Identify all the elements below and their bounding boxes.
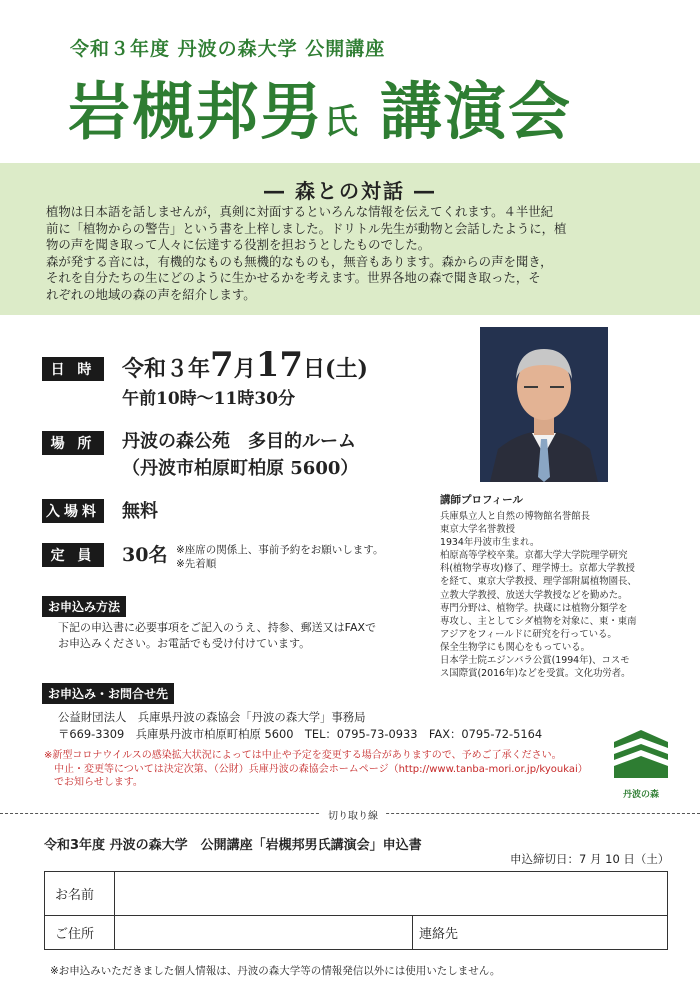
profile-title: 講師プロフィール bbox=[440, 494, 523, 506]
capacity-label: 定 員 bbox=[42, 543, 104, 567]
speaker-profile bbox=[440, 510, 668, 680]
profile-line: 保全生物学にも関心をもっている。 bbox=[440, 641, 591, 653]
apply-line: お申込みください。お電話でも受け付けています。 bbox=[58, 637, 311, 650]
venue-address: （丹波市柏原町柏原 5600） bbox=[122, 458, 359, 479]
cut-line-label: 切り取り線 bbox=[320, 807, 386, 822]
privacy-note: ※お申込みいただきました個人情報は、丹波の森大学等の情報発信以外には使用いたしません。 bbox=[50, 965, 501, 977]
profile-line: 科(植物学専攻)修了、理学博士。京都大学教授 bbox=[440, 563, 635, 575]
event-type: 講演会 bbox=[380, 75, 573, 148]
fee-label: 入場料 bbox=[42, 499, 104, 523]
apply-line: 下記の申込書に必要事項をご記入のうえ、持参、郵送又はFAXで bbox=[58, 621, 377, 634]
date-month: 7 bbox=[210, 345, 234, 385]
date-label: 日 時 bbox=[42, 357, 104, 381]
profile-line: 1934年丹波市生まれ。 bbox=[440, 537, 540, 549]
profile-line: 専門分野は、植物学。抉蔵には植物分類学を bbox=[440, 602, 628, 614]
apply-section bbox=[42, 596, 126, 617]
intro-line: れぞれの地域の森の声を紹介します。 bbox=[46, 286, 256, 302]
intro-line: 植物は日本語を話しませんが，真剣に対面するといろんな情報を伝えてくれます。４半世紀 bbox=[46, 204, 554, 219]
date-row bbox=[42, 357, 104, 381]
profile-line: ス国際賞(2016年)などを受賞。文化功労者。 bbox=[440, 668, 631, 680]
profile-line: アジアをフィールドに研究を行っている。 bbox=[440, 628, 617, 640]
intro-line: 物の声を聞き取って人々に伝達する役割を担おうとしたものでした。 bbox=[46, 237, 431, 253]
fee-value: 無料 bbox=[122, 501, 158, 522]
contact-info bbox=[58, 709, 542, 743]
date-day-unit: 日 bbox=[303, 356, 326, 382]
profile-line: 立教大学教授、放送大学教授などを勤めた。 bbox=[440, 589, 628, 601]
intro-line: それを自分たちの生にどのように生かせるかを考えます。世界各地の森で聞き取った，そ bbox=[46, 270, 541, 286]
event-subtitle: 令和３年度 丹波の森大学 公開講座 bbox=[70, 38, 386, 60]
talk-title: ― 森との対話 ― bbox=[264, 179, 436, 203]
covid-notice bbox=[44, 749, 588, 790]
form-row-name bbox=[45, 872, 668, 916]
form-title: 令和3年度 丹波の森大学 公開講座「岩槻邦男氏講演会」申込書 bbox=[44, 838, 422, 853]
intro-text bbox=[46, 204, 670, 304]
profile-line: 柏原高等学校卒業。京都大学大学院理学研究 bbox=[440, 550, 628, 562]
event-title bbox=[68, 62, 572, 151]
name-label: お名前 bbox=[45, 872, 115, 916]
name-field[interactable] bbox=[115, 872, 668, 916]
notice-line: でお知らせします。 bbox=[44, 777, 143, 788]
form-row-address bbox=[45, 916, 668, 950]
date-day: 17 bbox=[255, 345, 304, 385]
venue-row bbox=[42, 431, 104, 455]
capacity-row bbox=[42, 543, 104, 567]
tamba-forest-logo bbox=[612, 728, 670, 800]
profile-line: 専攻し、主としてシダ植物を対象に、東・東南 bbox=[440, 615, 637, 627]
fee-row bbox=[42, 499, 104, 523]
capacity-note-line: ※座席の関係上、事前予約をお願いします。 bbox=[176, 544, 384, 556]
speaker-honorific: 氏 bbox=[324, 102, 359, 142]
profile-line: 日本学士院エジンバラ公賞(1994年)、コスモ bbox=[440, 655, 630, 667]
venue-name: 丹波の森公苑 多目的ルーム bbox=[122, 431, 356, 452]
date-weekday: (土) bbox=[325, 356, 368, 382]
contact-address: 〒669-3309 兵庫県丹波市柏原町柏原 5600 TEL：0795-73-0933 FAX：0795-72-5164 bbox=[58, 727, 543, 741]
speaker-photo bbox=[480, 327, 608, 482]
contact-section bbox=[42, 683, 174, 704]
event-time: 午前10時～11時30分 bbox=[122, 389, 295, 409]
apply-label: お申込み方法 bbox=[42, 596, 126, 617]
notice-line: 中止・変更等については決定次第、（公財）兵庫丹波の森協会ホームページ（http://www.tanba-mori.or.jp/kyoukai） bbox=[44, 763, 588, 775]
speaker-name: 岩槻邦男 bbox=[68, 75, 325, 148]
contact-label: お申込み・お問合せ先 bbox=[42, 683, 174, 704]
apply-text bbox=[58, 620, 376, 652]
profile-line: 東京大学名誉教授 bbox=[440, 524, 516, 536]
contact-org: 公益財団法人 兵庫県丹波の森協会「丹波の森大学」事務局 bbox=[58, 710, 366, 724]
capacity-note bbox=[176, 543, 383, 571]
intro-line: 前に「植物からの警告」という書を上梓しました。ドリトル先生が動物と会話したように，植 bbox=[46, 220, 567, 236]
logo-text: 丹波の森 bbox=[622, 790, 659, 800]
date-era: 令和３年 bbox=[122, 356, 211, 382]
form-deadline: 申込締切日：7 月 10 日（土） bbox=[510, 852, 670, 866]
capacity-value: 30名 bbox=[122, 544, 168, 566]
forest-logo-icon bbox=[612, 728, 670, 780]
phone-field[interactable] bbox=[471, 916, 668, 950]
capacity-note-line: ※先着順 bbox=[176, 558, 217, 570]
application-form bbox=[44, 871, 668, 950]
notice-line: ※新型コロナウイルスの感染拡大状況によっては中止や予定を変更する場合がありますので、予めご了承ください。 bbox=[44, 750, 562, 761]
date-month-unit: 月 bbox=[233, 356, 256, 382]
profile-line: 兵庫県立人と自然の博物館名誉館長 bbox=[440, 511, 591, 522]
venue-label: 場 所 bbox=[42, 431, 104, 455]
venue bbox=[122, 428, 358, 482]
address-field[interactable] bbox=[115, 916, 413, 950]
phone-label: 連絡先 bbox=[413, 916, 471, 950]
event-date bbox=[122, 345, 368, 385]
address-label: ご住所 bbox=[45, 916, 115, 950]
profile-line: を経て、東京大学教授、理学部附属植物園長、 bbox=[440, 576, 637, 588]
intro-line: 森が発する音には，有機的なものも無機的なものも，無音もあります。森からの声を聞き， bbox=[46, 253, 553, 269]
